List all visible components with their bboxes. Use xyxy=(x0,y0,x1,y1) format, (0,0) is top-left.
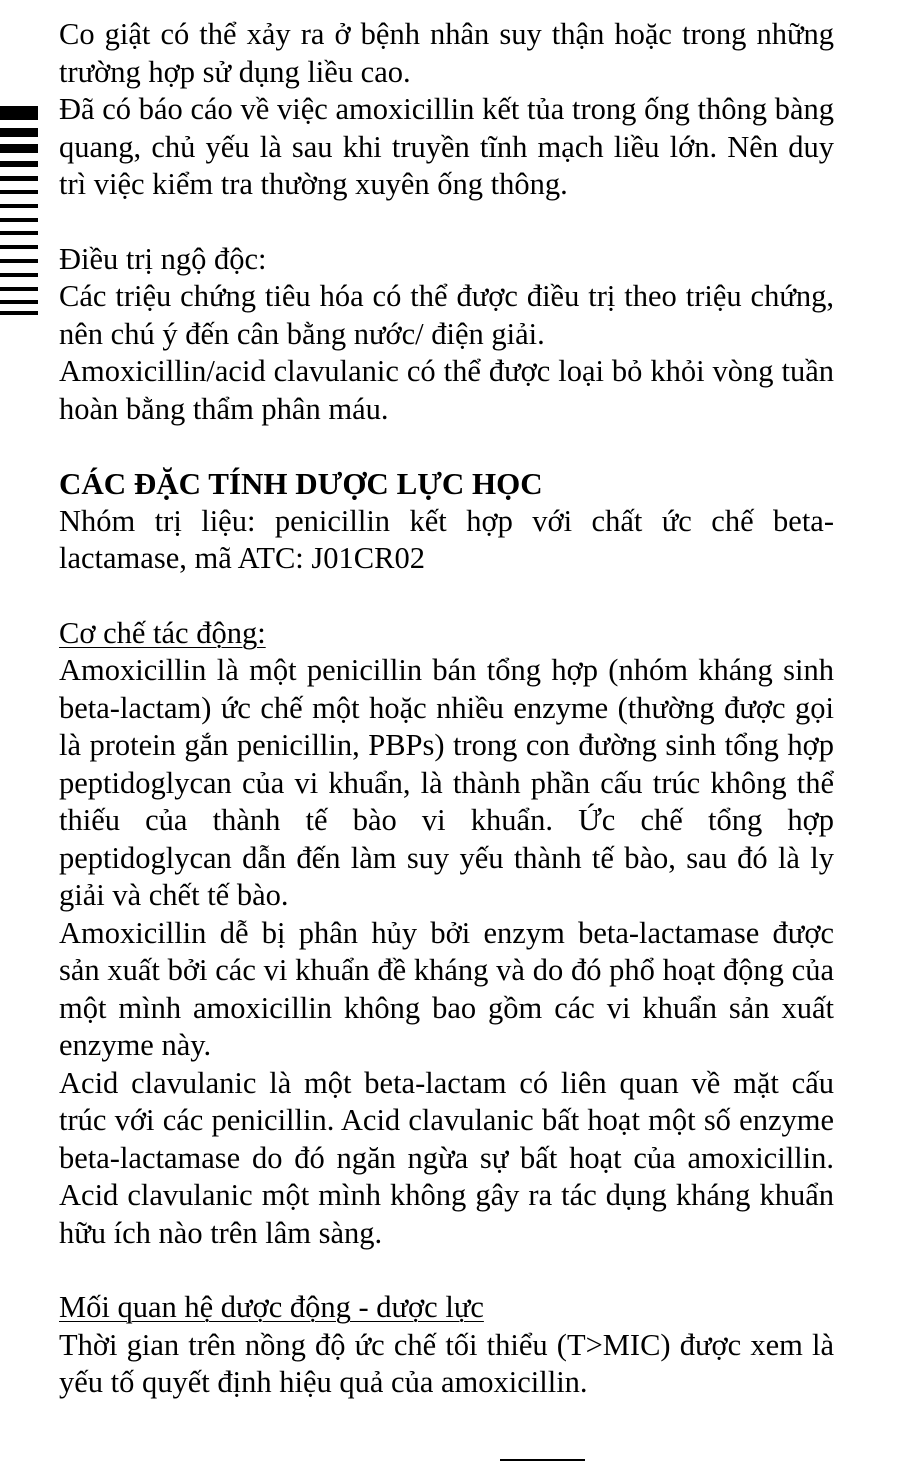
pkpd-title: Mối quan hệ dược động - dược lực xyxy=(59,1290,484,1324)
margin-bar xyxy=(0,273,38,277)
spacer xyxy=(59,1252,834,1289)
margin-bar xyxy=(0,231,38,235)
paragraph-pkpd: Thời gian trên nồng độ ức chế tối thiểu (T>MIC) được xem là yếu tố quyết định hiệu quả của amoxicillin. xyxy=(59,1327,834,1399)
margin-bar xyxy=(0,161,38,167)
mechanism-title: Cơ chế tác động: xyxy=(59,615,266,650)
paragraph-catheter: Đã có báo cáo về việc amoxicillin kết tủa trong ống thông bàng quang, chủ yếu là sau khi truyền tĩnh mạch liều lớn. Nên duy trì việc kiểm tra thường xuyên ống thông. xyxy=(59,92,834,201)
paragraph-mechanism-betalactamase: Amoxicillin dễ bị phân hủy bởi enzym beta-lactamase được sản xuất bởi các vi khuẩn đề kháng và do đó phổ hoạt động của một mình amoxicillin không bao gồm các vi khuẩn sản xuất enzyme này. xyxy=(59,915,834,1062)
paragraph-overdose-dialysis: Amoxicillin/acid clavulanic có thể được loại bỏ khỏi vòng tuần hoàn bằng thẩm phân máu. xyxy=(59,354,834,426)
margin-bar xyxy=(0,218,38,222)
margin-bar xyxy=(0,128,38,137)
spacer xyxy=(59,428,834,465)
section-heading: CÁC ĐẶC TÍNH DƯỢC LỰC HỌC xyxy=(59,466,543,501)
paragraph-therapeutic-group: Nhóm trị liệu: penicillin kết hợp với chất ức chế beta-lactamase, mã ATC: J01CR02 xyxy=(59,503,834,575)
paragraph-seizures: Co giật có thể xảy ra ở bệnh nhân suy thận hoặc trong những trường hợp sử dụng liều cao. xyxy=(59,17,834,89)
paragraph-mechanism-amoxicillin: Amoxicillin là một penicillin bán tổng hợp (nhóm kháng sinh beta-lactam) ức chế một hoặc nhiều enzyme (thường được gọi là protein gắn penicillin, PBPs) trong con đường sinh tổng hợp peptidoglycan của vi khuẩn, là thành phần cấu trúc không thể thiếu của thành tế bào vi khuẩn. Ức chế tổng hợp peptidoglycan dẫn đến làm suy yếu thành tế bào, sau đó là ly giải và chết tế bào. xyxy=(59,653,834,912)
paragraph-overdose-symptoms: Các triệu chứng tiêu hóa có thể được điều trị theo triệu chứng, nên chú ý đến cân bằng nước/ điện giải. xyxy=(59,279,834,351)
margin-bar xyxy=(0,259,38,263)
margin-bar xyxy=(0,106,38,120)
paragraph-mechanism-clavulanic: Acid clavulanic là một beta-lactam có liên quan về mặt cấu trúc với các penicillin. Acid clavulanic bất hoạt một số enzyme beta-lactamase do đó ngăn ngừa sự bất hoạt của amoxicillin. Acid clavulanic một mình không gây ra tác dụng kháng khuẩn hữu ích nào trên lâm sàng. xyxy=(59,1065,834,1250)
margin-bar xyxy=(0,300,38,304)
margin-bar xyxy=(0,245,38,249)
margin-bar xyxy=(0,204,38,208)
spacer xyxy=(59,204,834,241)
margin-bar xyxy=(0,311,38,315)
overdose-title: Điều trị ngộ độc: xyxy=(59,241,267,276)
spacer xyxy=(59,578,834,615)
margin-bar xyxy=(0,144,38,153)
document-page xyxy=(59,16,834,1402)
margin-bar xyxy=(0,287,38,291)
margin-bar xyxy=(0,176,38,181)
footer-rule xyxy=(500,1459,585,1461)
margin-bar xyxy=(0,190,38,194)
